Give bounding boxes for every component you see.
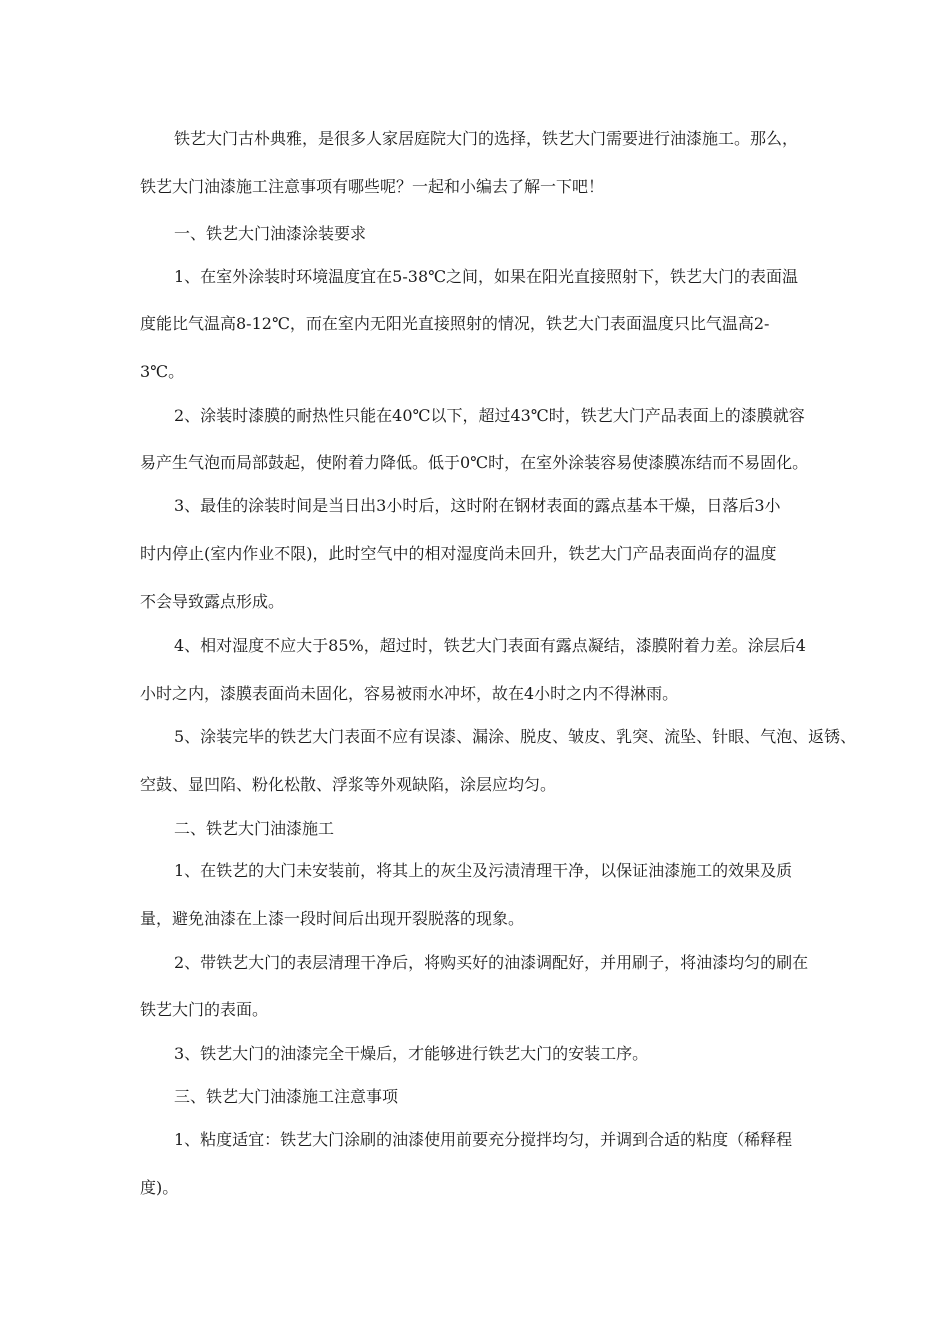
s1-item3-line-1: 3、最佳的涂装时间是当日出3小时后，这时附在钢材表面的露点基本干燥，日落后3小 [174, 496, 781, 515]
s1-item5-line-2: 空鼓、显凹陷、粉化松散、浮浆等外观缺陷，涂层应均匀。 [140, 775, 557, 794]
intro-line-1: 铁艺大门古朴典雅，是很多人家居庭院大门的选择，铁艺大门需要进行油漆施工。那么， [174, 129, 799, 148]
s3-item1-line-2: 度)。 [140, 1178, 179, 1197]
s2-item3-line-1: 3、铁艺大门的油漆完全干燥后，才能够进行铁艺大门的安装工序。 [174, 1044, 649, 1063]
s2-item1-line-2: 量，避免油漆在上漆一段时间后出现开裂脱落的现象。 [140, 909, 525, 928]
section-1-title: 一、铁艺大门油漆涂装要求 [174, 224, 367, 243]
s1-item5-line-1: 5、涂装完毕的铁艺大门表面不应有误漆、漏涂、脱皮、皱皮、乳突、流坠、针眼、气泡、返锈、 [174, 727, 857, 746]
s1-item3-line-2: 时内停止(室内作业不限)，此时空气中的相对湿度尚未回升，铁艺大门产品表面尚存的温度 [140, 544, 777, 563]
s1-item4-line-1: 4、相对湿度不应大于85%，超过时，铁艺大门表面有露点凝结，漆膜附着力差。涂层后4 [174, 636, 806, 655]
intro-line-2: 铁艺大门油漆施工注意事项有哪些呢？一起和小编去了解一下吧！ [140, 177, 605, 196]
s1-item2-line-1: 2、涂装时漆膜的耐热性只能在40℃以下，超过43℃时，铁艺大门产品表面上的漆膜就容 [174, 406, 805, 425]
s1-item1-line-3: 3℃。 [140, 362, 185, 381]
s2-item2-line-2: 铁艺大门的表面。 [140, 1000, 269, 1019]
s1-item2-line-2: 易产生气泡而局部鼓起，使附着力降低。低于0℃时，在室外涂装容易使漆膜冻结而不易固化。 [140, 453, 809, 472]
s2-item2-line-1: 2、带铁艺大门的表层清理干净后，将购买好的油漆调配好，并用刷子，将油漆均匀的刷在 [174, 953, 809, 972]
s1-item1-line-2: 度能比气温高8-12℃，而在室内无阳光直接照射的情况，铁艺大门表面温度只比气温高2- [140, 314, 770, 333]
s1-item1-line-1: 1、在室外涂装时环境温度宜在5-38℃之间，如果在阳光直接照射下，铁艺大门的表面温 [174, 267, 799, 286]
s1-item4-line-2: 小时之内，漆膜表面尚未固化，容易被雨水冲坏，故在4小时之内不得淋雨。 [140, 684, 679, 703]
section-3-title: 三、铁艺大门油漆施工注意事项 [174, 1087, 399, 1106]
s1-item3-line-3: 不会导致露点形成。 [140, 592, 285, 611]
s3-item1-line-1: 1、粘度适宜：铁艺大门涂刷的油漆使用前要充分搅拌均匀，并调到合适的粘度（稀释程 [174, 1130, 793, 1149]
section-2-title: 二、铁艺大门油漆施工 [174, 819, 335, 838]
s2-item1-line-1: 1、在铁艺的大门未安装前，将其上的灰尘及污渍清理干净，以保证油漆施工的效果及质 [174, 861, 793, 880]
